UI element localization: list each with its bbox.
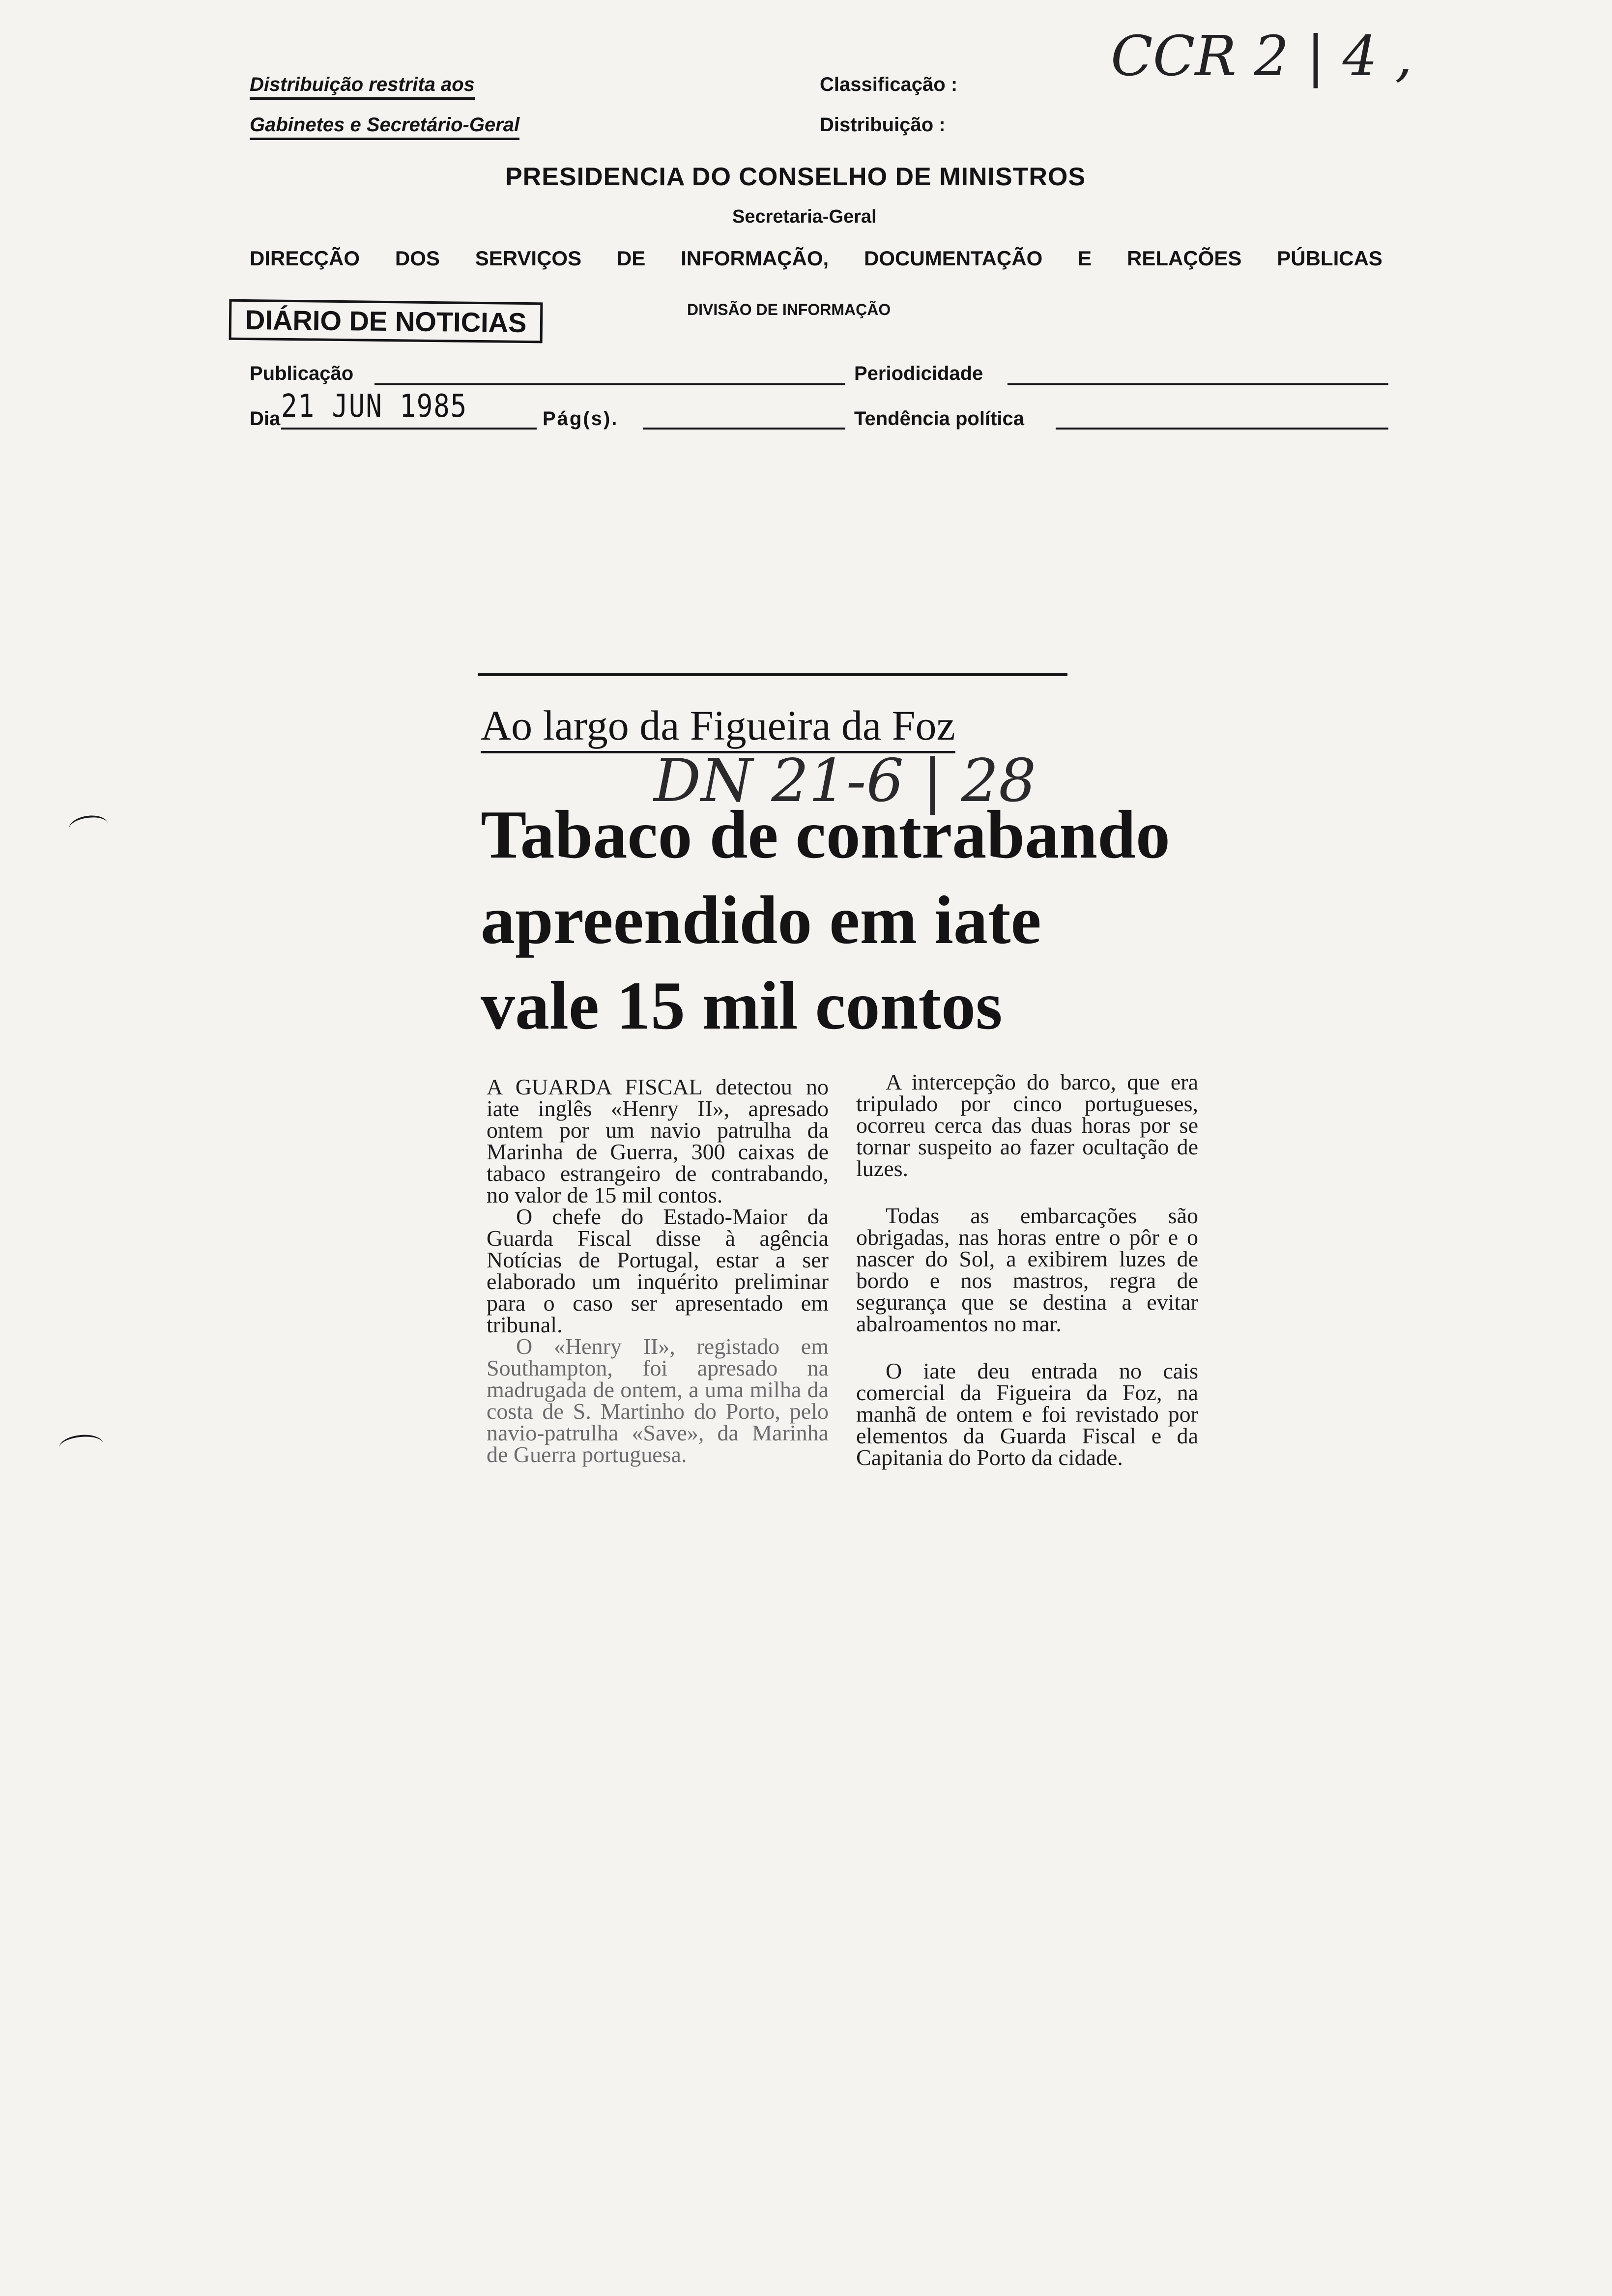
publicacao-field-line (374, 383, 845, 385)
article-column-1 (487, 1076, 829, 1465)
department-word: DOS (395, 247, 440, 270)
distribution-restricted-line1 (250, 74, 475, 96)
pags-field-line (643, 428, 845, 430)
scan-mark (58, 1433, 104, 1459)
headline-line-2: apreendido em iate (481, 882, 1041, 958)
publicacao-label: Publicação (250, 363, 354, 384)
headline-line-3: vale 15 mil contos (481, 968, 1003, 1044)
periodicidade-field-line (1008, 383, 1388, 385)
handwritten-clipping-note: DN 21-6 | 28 (654, 747, 1036, 815)
dia-field-line (281, 428, 537, 430)
distribution-restricted-line2 (250, 114, 519, 136)
publication-box: DIÁRIO DE NOTICIAS (229, 299, 543, 344)
department-word: DE (616, 247, 646, 270)
date-stamp: 21 JUN 1985 (281, 388, 467, 425)
department-word: SERVIÇOS (475, 247, 582, 270)
paragraph: Todas as embarcações são obrigadas, nas horas entre o pôr e o nascer do Sol, a exibirem luzes de bordo e nos mastros, regra de segurança que se destina a evitar abalroamentos no mar. (856, 1203, 1198, 1336)
article-column-2 (856, 1071, 1198, 1468)
org-title: PRESIDENCIA DO CONSELHO DE MINISTROS (505, 163, 1086, 191)
scan-mark (67, 813, 109, 840)
tendencia-label: Tendência política (854, 408, 1024, 430)
pags-label: Pág(s). (543, 408, 619, 430)
paragraph: A GUARDA FISCAL detectou no iate inglês «Henry II», apresado ontem por um navio patrulha da Marinha de Guerra, 300 caixas de tabaco estrangeiro de contrabando, no valor de 15 mil contos. (487, 1074, 829, 1207)
paragraph: O iate deu entrada no cais comercial da Figueira da Foz, na manhã de ontem e foi revistado por elementos da Guarda Fiscal e da Capitania do Porto da cidade. (856, 1358, 1198, 1470)
department-word: DIRECÇÃO (250, 247, 360, 270)
distribution-line1-text: Distribuição restrita aos (250, 74, 475, 100)
department-line (250, 247, 1382, 270)
paragraph: O chefe do Estado-Maior da Guarda Fiscal disse à agência Notícias de Portugal, estar a ser elaborado um inquérito preliminar para o caso ser apresentado em tribunal. (487, 1204, 829, 1337)
handwritten-reference: CCR 2 | 4 , (1111, 25, 1412, 88)
department-word: E (1078, 247, 1092, 270)
department-word: INFORMAÇÃO, (681, 247, 829, 270)
periodicidade-label: Periodicidade (854, 363, 983, 384)
org-subtitle: Secretaria-Geral (732, 206, 877, 227)
department-word: RELAÇÕES (1127, 247, 1242, 270)
dia-label: Dia (250, 408, 281, 430)
paragraph: O «Henry II», registado em Southampton, foi apresado na madrugada de ontem, a uma milha da costa de S. Martinho do Porto, pelo navio-patrulha «Save», da Marinha de Guerra portuguesa. (487, 1334, 829, 1467)
tendencia-field-line (1056, 428, 1388, 430)
division-label: DIVISÃO DE INFORMAÇÃO (687, 301, 891, 318)
headline-line-1: Tabaco de contrabando (481, 797, 1170, 873)
classification-label: Classificação : (820, 74, 958, 95)
article-kicker (481, 701, 955, 750)
department-word: PÚBLICAS (1277, 247, 1382, 270)
kicker-text: Ao largo da Figueira da Foz (481, 702, 955, 753)
distribution-label: Distribuição : (820, 114, 946, 136)
clipping-top-rule (478, 673, 1067, 676)
paragraph: A intercepção do barco, que era tripulado por cinco portugueses, ocorreu cerca das duas horas por se tornar suspeito ao fazer ocultação de luzes. (856, 1069, 1198, 1181)
department-word: DOCUMENTAÇÃO (864, 247, 1043, 270)
distribution-line2-text: Gabinetes e Secretário-Geral (250, 114, 519, 140)
